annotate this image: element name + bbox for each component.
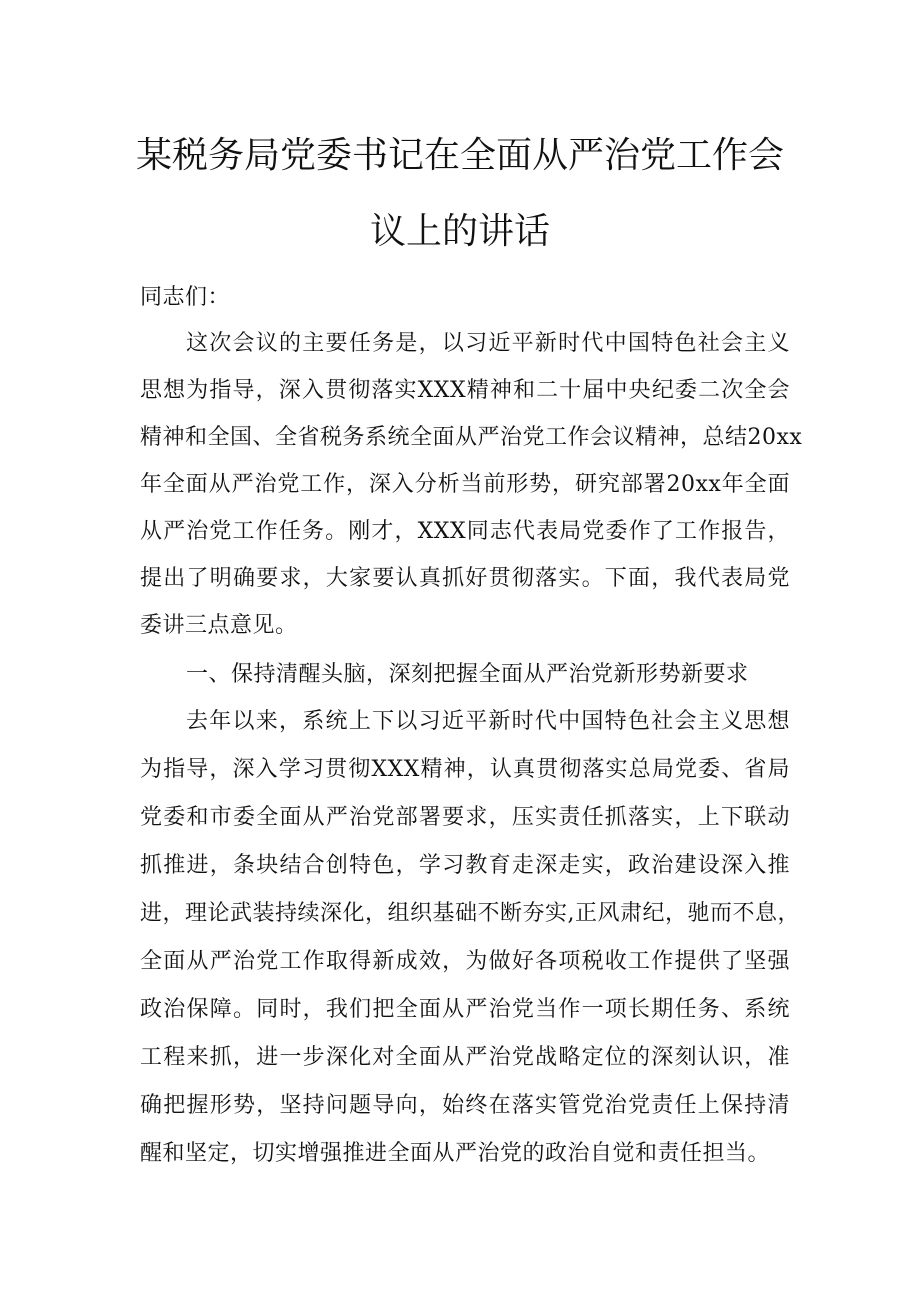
paragraph-2-line: 醒和坚定，切实增强推进全面从严治党的政治自觉和责任担当。 bbox=[140, 1141, 771, 1166]
paragraph-2-line: 政治保障。同时，我们把全面从严治党当作一项长期任务、系统 bbox=[140, 997, 790, 1022]
document-title-line-2: 议上的讲话 bbox=[369, 211, 550, 252]
salutation: 同志们： bbox=[140, 285, 231, 310]
paragraph-2-line: 党委和市委全面从严治党部署要求，压实责任抓落实，上下联动 bbox=[140, 805, 790, 830]
paragraph-2-line: 为指导，深入学习贯彻XXX精神，认真贯彻落实总局党委、省局 bbox=[140, 757, 790, 782]
paragraph-1-line: 从严治党工作任务。刚才，XXX同志代表局党委作了工作报告， bbox=[140, 519, 790, 544]
paragraph-2-line: 工程来抓，进一步深化对全面从严治党战略定位的深刻认识，准 bbox=[140, 1045, 790, 1070]
paragraph-2-line: 抓推进，条块结合创特色，学习教育走深走实，政治建设深入推 bbox=[140, 853, 790, 878]
document-title-line-1: 某税务局党委书记在全面从严治党工作会 bbox=[135, 135, 784, 176]
paragraph-1-line: 这次会议的主要任务是，以习近平新时代中国特色社会主义 bbox=[186, 331, 790, 356]
paragraph-2-line: 确把握形势，坚持问题导向，始终在落实管党治党责任上保持清 bbox=[140, 1093, 790, 1118]
section-heading-1: 一、保持清醒头脑，深刻把握全面从严治党新形势新要求 bbox=[186, 662, 749, 687]
paragraph-1-line: 委讲三点意见。 bbox=[140, 613, 298, 638]
paragraph-1-line: 思想为指导，深入贯彻落实XXX精神和二十届中央纪委二次全会 bbox=[140, 378, 790, 403]
paragraph-1-line: 提出了明确要求，大家要认真抓好贯彻落实。下面，我代表局党 bbox=[140, 566, 790, 591]
paragraph-1-line: 精神和全国、全省税务系统全面从严治党工作会议精神，总结20xx bbox=[140, 425, 803, 450]
paragraph-2-line: 全面从严治党工作取得新成效，为做好各项税收工作提供了坚强 bbox=[140, 949, 790, 974]
paragraph-2-line: 去年以来，系统上下以习近平新时代中国特色社会主义思想 bbox=[186, 709, 790, 734]
paragraph-2-line: 进，理论武装持续深化，组织基础不断夯实,正风肃纪，驰而不息， bbox=[140, 901, 800, 926]
paragraph-1-line: 年全面从严治党工作，深入分析当前形势，研究部署20xx年全面 bbox=[140, 472, 790, 497]
